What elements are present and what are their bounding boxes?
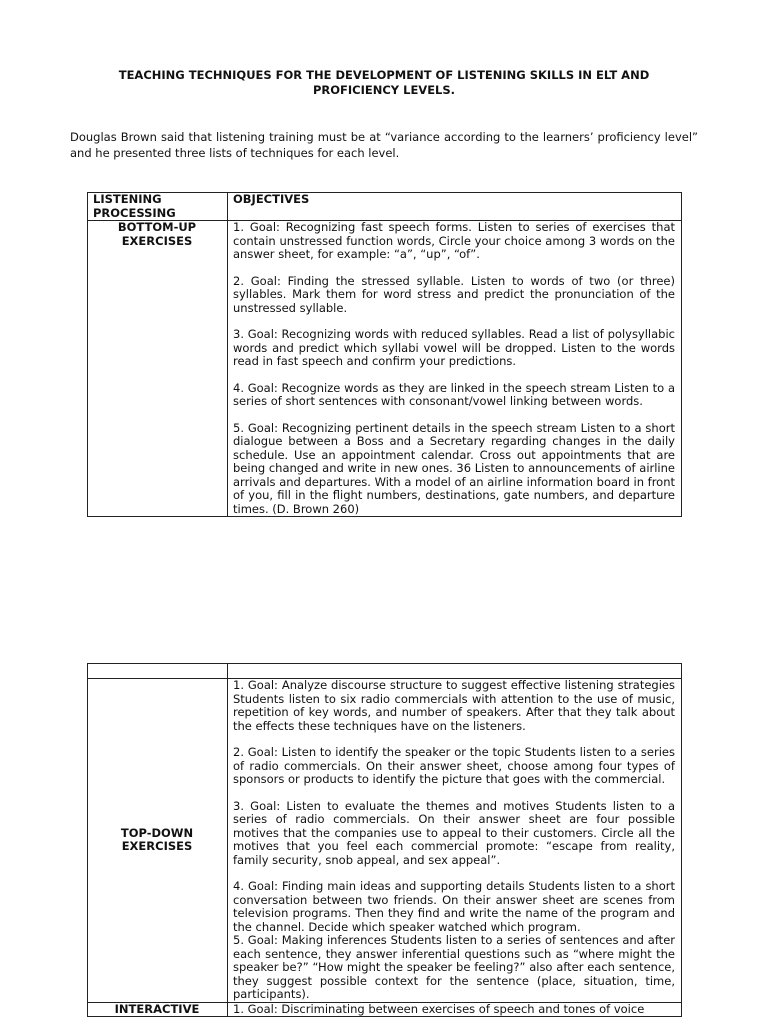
list-item: 4. Goal: Recognize words as they are linked in the speech stream Listen to a series of short sentences with consonant/vowel linking between words. <box>233 380 675 408</box>
category-top-down: TOP-DOWN EXERCISES <box>88 679 228 1003</box>
list-item: 2. Goal: Finding the stressed syllable. Listen to words of two (or three) syllables. Mark them for word stress and predict the pronunciation of the unstressed syllable. <box>233 273 675 315</box>
list-item: 3. Goal: Listen to evaluate the themes and motives Students listen to a series of radio commercials. On their answer sheet are four possible motives that the companies use to appeal to their customers. Circle all the motives that you feel each commercial promote: “escape from reality, family security, snob appeal, and sex appeal”. <box>233 798 675 867</box>
category-bottom-up: BOTTOM-UP EXERCISES <box>88 221 228 517</box>
list-item: 2. Goal: Listen to identify the speaker or the topic Students listen to a series of radio commercials. On their answer sheet, choose among four types of sponsors or products to identify the picture that goes with the commercial. <box>233 745 675 786</box>
table-header-row <box>88 193 682 221</box>
list-item: 3. Goal: Recognizing words with reduced syllables. Read a list of polysyllabic words and predict which syllabi vowel will be dropped. Listen to the words read in fast speech and confirm your predictions. <box>233 327 675 368</box>
list-item: 5. Goal: Recognizing pertinent details in the speech stream Listen to a short dialogue between a Boss and a Secretary regarding changes in the daily schedule. Use an appointment calendar. Cross out appointments that are being changed and write in new ones. 36 Listen to announcements of airline arrivals and departures. With a model of an airline information board in front of you, fill in the flight numbers, destinations, gate numbers, and departure times. (D. Brown 260) <box>233 420 676 516</box>
list-item: 1. Goal: Discriminating between exercises of speech and tones of voice <box>233 1001 645 1016</box>
list-item: 5. Goal: Making inferences Students listen to a series of sentences and after each sentence, they answer inferential questions such as “where might the speaker be?” “How might the speaker be feeling?” also after each sentence, they suggest possible context for the sentence (place, situation, time, participants). <box>233 933 675 1001</box>
table-row <box>88 679 682 1003</box>
list-item: 4. Goal: Finding main ideas and supporting details Students listen to a short conversation between two friends. On their answer sheet are scenes from television programs. Then they find and write the name of the program and the channel. Decide which speaker watched which program. <box>233 879 675 934</box>
empty-cell <box>88 664 228 679</box>
header-listening-processing: LISTENING PROCESSING <box>88 193 228 221</box>
empty-cell <box>228 664 682 679</box>
empty-header-row <box>88 664 682 679</box>
list-item: 1. Goal: Analyze discourse structure to suggest effective listening strategies Students listen to six radio commercials with attention to the use of music, repetition of key words, and number of speakers. After that they talk about the effects these techniques have on the listeners. <box>233 678 675 733</box>
category-interactive: INTERACTIVE <box>88 1002 228 1017</box>
techniques-table-1 <box>87 192 682 517</box>
header-objectives: OBJECTIVES <box>228 193 682 221</box>
document-title: TEACHING TECHNIQUES FOR THE DEVELOPMENT OF LISTENING SKILLS IN ELT AND PROFICIENCY LEVELS. <box>118 68 650 97</box>
objectives-cell <box>228 221 682 517</box>
table-row <box>88 1002 682 1017</box>
intro-paragraph: Douglas Brown said that listening training must be at “variance according to the learners’ proficiency level” and he presented three lists of techniques for each level. <box>70 130 698 160</box>
objectives-cell <box>228 679 682 1003</box>
techniques-table-2 <box>87 663 682 1017</box>
list-item: 1. Goal: Recognizing fast speech forms. Listen to series of exercises that contain unstressed function words, Circle your choice among 3 words on the answer sheet, for example: “a”, “up”, “of”. <box>233 220 675 261</box>
objectives-cell <box>228 1002 682 1017</box>
table-row <box>88 221 682 517</box>
